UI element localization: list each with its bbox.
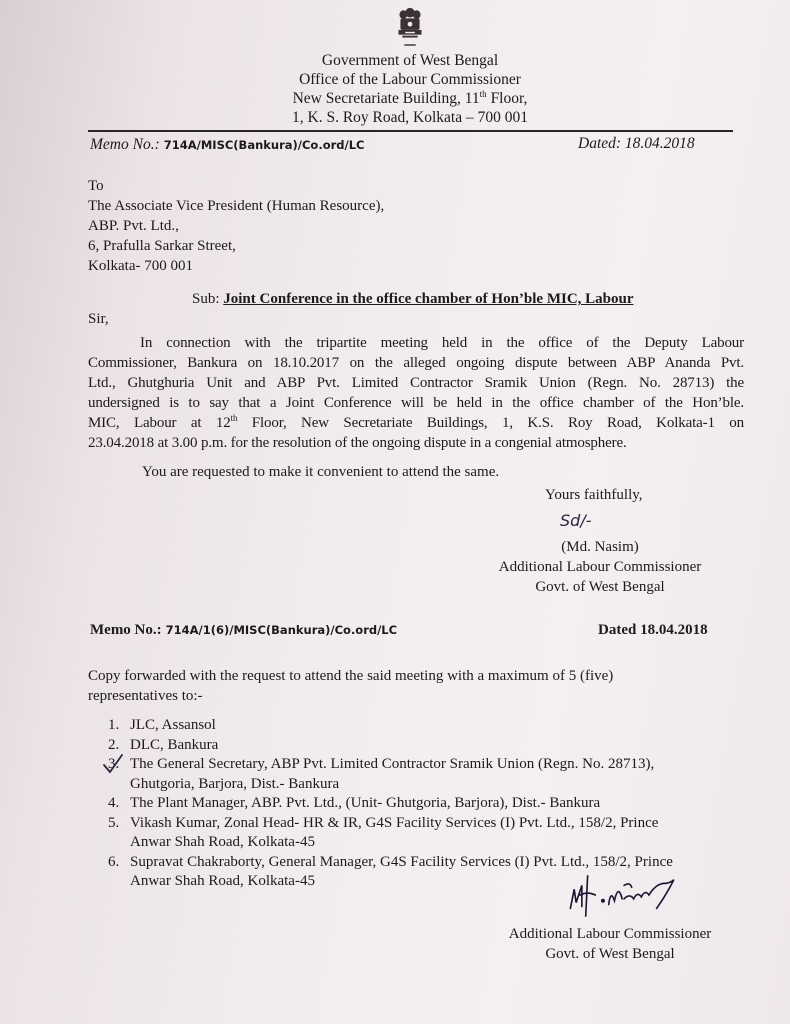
list-item [108, 716, 673, 736]
paragraph-line-part: MIC, Labour at 12 [88, 415, 231, 431]
list-item-number: 5. [108, 814, 120, 831]
paragraph-line: Ltd., Ghutghuria Unit and ABP Pvt. Limited Contractor Sramik Union (Regn. No. 28713) the [88, 375, 744, 391]
paragraph-line-part: Floor, New Secretariate Buildings, 1, K.S. Roy Road, Kolkata-1 on [237, 415, 744, 431]
list-item-line: Anwar Shah Road, Kolkata-45 [130, 834, 315, 850]
memo2-label: Memo No.: [90, 622, 162, 638]
memo-number-line [90, 136, 364, 154]
list-item-line: JLC, Assansol [130, 717, 216, 733]
copy-recipient-list [108, 716, 673, 892]
recipient-line: 6, Prafulla Sarkar Street, [88, 238, 236, 254]
list-item-line: The Plant Manager, ABP. Pvt. Ltd., (Unit- Ghutgoria, Barjora), Dist.- Bankura [130, 795, 601, 811]
superscript: th [230, 413, 238, 423]
list-item-line: DLC, Bankura [130, 736, 219, 753]
letterhead-office: Office of the Labour Commissioner [299, 71, 521, 88]
date-value: 18.04.2018 [624, 135, 695, 152]
memo2-date [598, 620, 708, 640]
list-item [108, 794, 673, 814]
checkmark-icon [102, 753, 124, 775]
letterhead-building [0, 90, 790, 108]
salutation: Sir, [88, 311, 109, 327]
list-item-line: Anwar Shah Road, Kolkata-45 [130, 873, 315, 889]
subject-line [192, 289, 634, 309]
paragraph-line [88, 413, 744, 433]
to-label: To [88, 178, 104, 194]
date-label: Dated: [578, 135, 622, 152]
list-item-line: Ghutgoria, Barjora, Dist.- Bankura [130, 775, 340, 792]
list-item-number: 2. [108, 736, 120, 753]
valediction: Yours faithfully, [545, 487, 643, 503]
signatory-office: Govt. of West Bengal [535, 579, 665, 595]
request-paragraph: You are requested to make it convenient to attend the same. [142, 464, 500, 480]
date-value: 18.04.2018 [640, 622, 708, 638]
list-item-line: Supravat Chakraborty, General Manager, G4S Facility Services (I) Pvt. Ltd., 158/2, Prince [130, 853, 673, 870]
signature-mark: Sd/- [560, 511, 592, 530]
letterhead-government: Government of West Bengal [321, 52, 499, 69]
memo-number: 714A/MISC(Bankura)/Co.ord/LC [163, 138, 365, 152]
signatory-designation: Additional Labour Commissioner [498, 559, 702, 575]
paragraph-line: Commissioner, Bankura on 18.10.2017 on the alleged ongoing dispute between ABP Ananda Pvt. [88, 355, 744, 371]
state-emblem-icon [393, 6, 427, 50]
date-label: Dated [598, 622, 637, 638]
memo-date [578, 135, 695, 153]
list-item [108, 736, 673, 756]
letterhead-address: 1, K. S. Roy Road, Kolkata – 700 001 [292, 109, 528, 126]
copy-intro-line: Copy forwarded with the request to attend the said meeting with a maximum of 5 (five) [88, 668, 614, 684]
recipient-line: The Associate Vice President (Human Resource), [88, 198, 385, 214]
subject-label: Sub: [192, 291, 220, 307]
list-item-number: 6. [108, 853, 120, 870]
signatory-name: (Md. Nasim) [561, 539, 639, 555]
memo2-number-line [90, 620, 397, 640]
list-item-line: Vikash Kumar, Zonal Head- HR & IR, G4S Facility Services (I) Pvt. Ltd., 158/2, Prince [130, 814, 659, 831]
paragraph-line: undersigned is to say that a Joint Conference will be held in the office chamber of the Hon’ble. [88, 395, 744, 411]
superscript: th [479, 88, 487, 99]
signatory2-office: Govt. of West Bengal [545, 946, 675, 962]
recipient-line: ABP. Pvt. Ltd., [88, 218, 179, 234]
handwritten-signature-icon [560, 872, 690, 918]
memo-label: Memo No.: [90, 136, 160, 153]
list-item-number: 1. [108, 717, 120, 733]
letterhead-building-floor: Floor, [486, 90, 528, 107]
signatory2-designation: Additional Labour Commissioner [508, 926, 712, 942]
paragraph-line: In connection with the tripartite meeting held in the office of the Deputy Labour [140, 335, 744, 351]
subject-text: Joint Conference in the office chamber of Hon’ble MIC, Labour [223, 291, 634, 307]
recipient-line: Kolkata- 700 001 [88, 258, 193, 274]
list-item [108, 814, 673, 853]
list-item-number: 4. [108, 795, 120, 811]
header-divider [88, 130, 733, 132]
memo2-number: 714A/1(6)/MISC(Bankura)/Co.ord/LC [165, 623, 398, 637]
list-item-line: The General Secretary, ABP Pvt. Limited Contractor Sramik Union (Regn. No. 28713), [130, 756, 655, 772]
list-item [108, 755, 673, 794]
copy-intro-line: representatives to:- [88, 688, 203, 704]
letterhead-building-text: New Secretariate Building, 11 [292, 90, 480, 107]
paragraph-line: 23.04.2018 at 3.00 p.m. for the resolution of the ongoing dispute in a congenial atmosphere. [88, 435, 627, 451]
list-item-number: 3. [108, 756, 120, 772]
body-paragraph [88, 333, 744, 453]
